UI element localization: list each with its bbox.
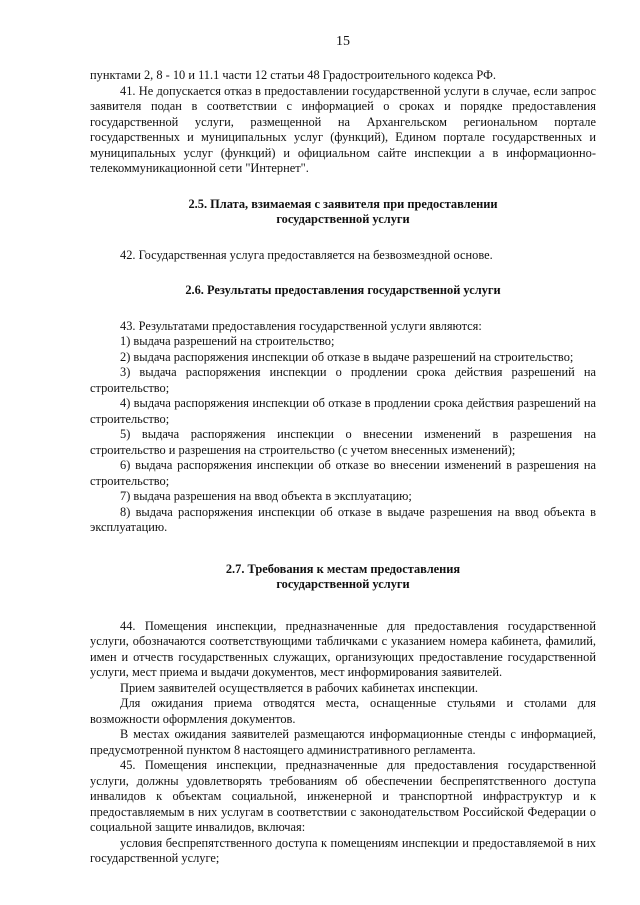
- paragraph-42: 42. Государственная услуга предоставляется на безвозмездной основе.: [120, 247, 493, 262]
- result-item-1: 1) выдача разрешений на строительство;: [120, 334, 335, 348]
- result-item-5: 5) выдача распоряжения инспекции о внесении изменений в разрешения на строительство и разрешения на строительство (с учетом внесенных изменений);: [90, 427, 596, 457]
- document-page: [90, 34, 596, 867]
- result-item-8: 8) выдача распоряжения инспекции об отказе в выдаче разрешения на ввод объекта в эксплуатацию.: [90, 504, 596, 534]
- paragraph-45: 45. Помещения инспекции, предназначенные для предоставления государственной услуги, должны удовлетворять требованиям об обеспечении беспрепятственного доступа инвалидов к объектам социальной, инженерной и транспортной инфраструктур и к предоставляемым в них услугам в соответствии с законодательством Российской Федерации о социальной защите инвалидов, включая:: [90, 758, 596, 834]
- section-heading-2-5-line1: 2.5. Плата, взимаемая с заявителя при предоставлении: [188, 196, 498, 211]
- paragraph-44-stands: В местах ожидания заявителей размещаются информационные стенды с информацией, предусмотренной пунктом 8 настоящего административного регламента.: [90, 727, 596, 757]
- paragraph-44-waiting: Для ожидания приема отводятся места, оснащенные стульями и столами для возможности оформления документов.: [90, 696, 596, 726]
- result-item-3: 3) выдача распоряжения инспекции о продлении срока действия разрешений на строительство;: [90, 365, 596, 395]
- section-heading-2-7: [90, 562, 596, 593]
- paragraph-41: 41. Не допускается отказ в предоставлении государственной услуги в случае, если запрос заявителя подан в соответствии с информацией о сроках и порядке предоставления государственной услуги, размещенной на Архангельском региональном портале государственных и муниципальных услуг (функций), Едином портале государственных и муниципальных услуг (функций) и официальном сайте инспекции а в информационно-телекоммуникационной сети "Интернет".: [90, 83, 596, 175]
- paragraph-45-access: условия беспрепятственного доступа к помещениям инспекции и предоставляемой в них государственной услуге;: [90, 835, 596, 865]
- section-heading-2-7-line1: 2.7. Требования к местам предоставления: [225, 561, 461, 576]
- result-item-6: 6) выдача распоряжения инспекции об отказе во внесении изменений в разрешения на строительство;: [90, 458, 596, 488]
- section-heading-2-5-line2: государственной услуги: [276, 212, 410, 226]
- section-heading-2-5: [90, 197, 596, 228]
- section-heading-2-7-line2: государственной услуги: [276, 577, 410, 591]
- section-heading-2-6: 2.6. Результаты предоставления государственной услуги: [185, 283, 501, 297]
- paragraph-43: 43. Результатами предоставления государственной услуги являются:: [120, 318, 482, 333]
- result-item-2: 2) выдача распоряжения инспекции об отказе в выдаче разрешений на строительство;: [120, 349, 574, 364]
- result-item-4: 4) выдача распоряжения инспекции об отказе в продлении срока действия разрешений на строительство;: [90, 396, 596, 426]
- page-number: 15: [336, 34, 350, 49]
- paragraph-44: 44. Помещения инспекции, предназначенные для предоставления государственной услуги, обозначаются соответствующими табличками с указанием номера кабинета, фамилий, имен и отчеств государственных служащих, организующих предоставление государственной услуги, мест приема и выдачи документов, мест информирования заявителей.: [90, 618, 596, 679]
- paragraph-44-reception: Прием заявителей осуществляется в рабочих кабинетах инспекции.: [120, 680, 478, 695]
- result-item-7: 7) выдача разрешения на ввод объекта в эксплуатацию;: [120, 489, 412, 503]
- paragraph-continuation: пунктами 2, 8 - 10 и 11.1 части 12 статьи 48 Градостроительного кодекса РФ.: [90, 68, 496, 82]
